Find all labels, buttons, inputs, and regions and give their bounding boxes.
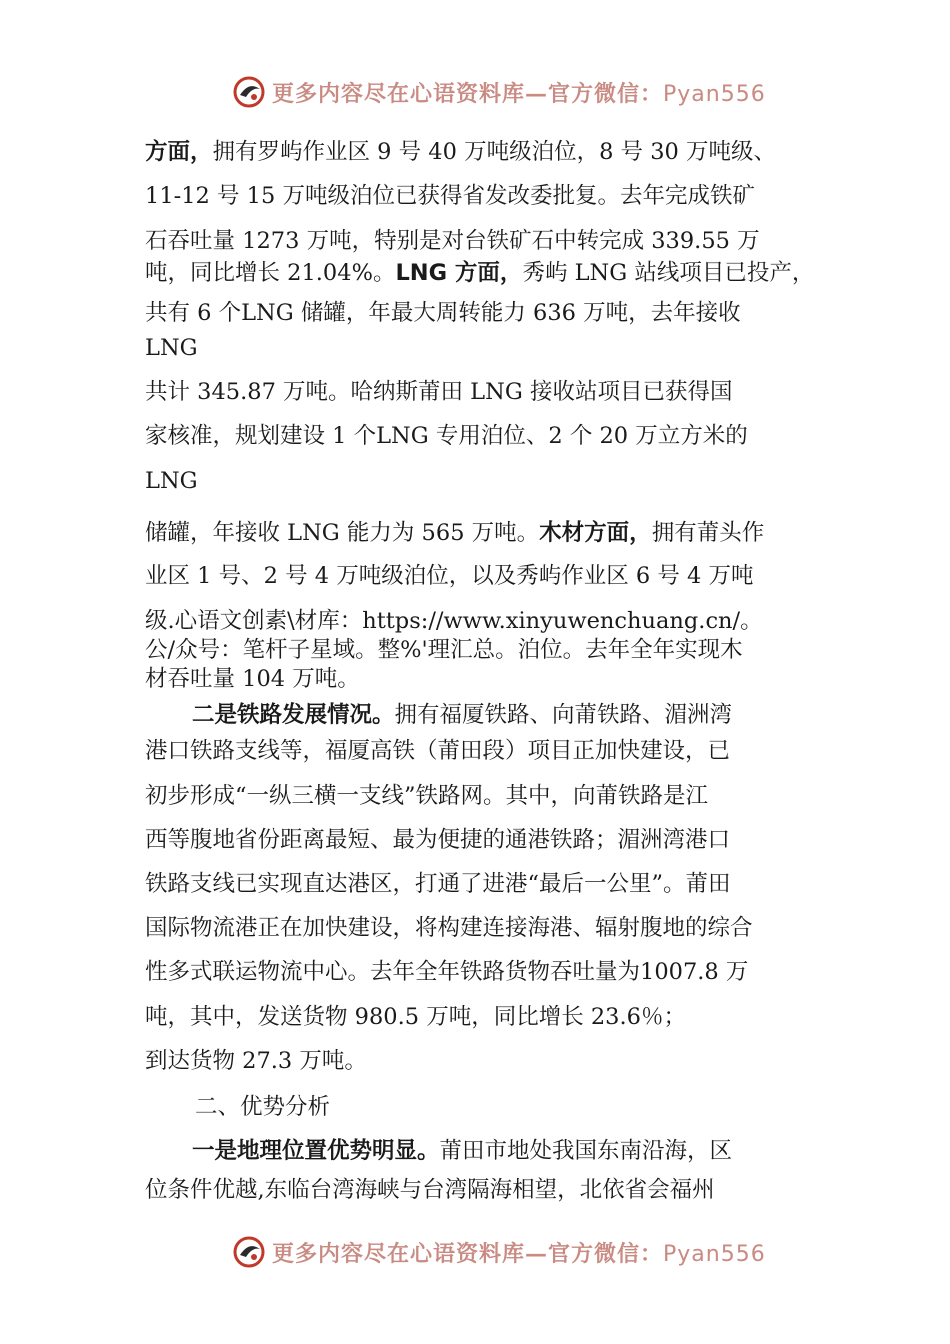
- text-line: 吨，其中，发送货物 980.5 万吨，同比增长 23.6％；: [145, 1004, 686, 1030]
- text-line: LNG: [145, 468, 198, 494]
- text-line: 家核准，规划建设 1 个LNG 专用泊位、2 个 20 万立方米的: [145, 423, 748, 449]
- text-line: 铁路支线已实现直达港区，打通了进港“最后一公里”。莆田: [145, 871, 731, 897]
- text-line: 港口铁路支线等，福厦高铁（莆田段）项目正加快建设，已: [145, 738, 731, 764]
- text-line: 11-12 号 15 万吨级泊位已获得省发改委批复。去年完成铁矿: [145, 183, 755, 209]
- text-line: 共计 345.87 万吨。哈纳斯莆田 LNG 接收站项目已获得国: [145, 379, 733, 405]
- text-line: 业区 1 号、2 号 4 万吨级泊位，以及秀屿作业区 6 号 4 万吨: [145, 563, 754, 589]
- section-heading: 二、优势分析: [195, 1094, 331, 1120]
- wechat-id: Pyan556: [663, 1241, 766, 1267]
- text-line: 吨，同比增长 21.04%。LNG 方面，秀屿 LNG 站线项目已投产，: [145, 260, 815, 286]
- swirl-logo-icon: [232, 75, 266, 109]
- banner-text: 更多内容尽在心语资料库—官方微信：Pyan556: [272, 80, 766, 107]
- text-line: 一是地理位置优势明显。莆田市地处我国东南沿海，区: [192, 1138, 733, 1164]
- text-line: 材吞吐量 104 万吨。: [145, 666, 360, 692]
- text-line: 储罐，年接收 LNG 能力为 565 万吨。木材方面，拥有莆头作: [145, 520, 765, 546]
- wechat-id: Pyan556: [663, 81, 766, 107]
- text-line: 石吞吐量 1273 万吨，特别是对台铁矿石中转完成 339.55 万: [145, 228, 760, 254]
- text-line: 西等腹地省份距离最短、最为便捷的通港铁路；湄洲湾港口: [145, 827, 731, 853]
- text-line: 方面，拥有罗屿作业区 9 号 40 万吨级泊位，8 号 30 万吨级、: [145, 139, 776, 165]
- text-line: 国际物流港正在加快建设，将构建连接海港、辐射腹地的综合: [145, 915, 753, 941]
- text-line: 初步形成“一纵三横一支线”铁路网。其中，向莆铁路是江: [145, 783, 709, 809]
- text-line: 级.心语文创素\材库：https://www.xinyuwenchuang.cn/。: [145, 608, 763, 634]
- text-line: 公/众号：笔杆子星域。整%'理汇总。泊位。去年全年实现木: [145, 637, 743, 663]
- text-line: 位条件优越,东临台湾海峡与台湾隔海相望，北依省会福州: [145, 1177, 715, 1203]
- header-banner: [232, 72, 766, 112]
- text-line: LNG: [145, 335, 198, 361]
- banner-text: 更多内容尽在心语资料库—官方微信：Pyan556: [272, 1240, 766, 1267]
- text-line: 二是铁路发展情况。拥有福厦铁路、向莆铁路、湄洲湾: [192, 702, 733, 728]
- footer-banner: [232, 1232, 766, 1272]
- swirl-logo-icon: [232, 1235, 266, 1269]
- text-line: 共有 6 个LNG 储罐，年最大周转能力 636 万吨，去年接收: [145, 300, 741, 326]
- text-line: 性多式联运物流中心。去年全年铁路货物吞吐量为1007.8 万: [145, 959, 749, 985]
- text-line: 到达货物 27.3 万吨。: [145, 1048, 367, 1074]
